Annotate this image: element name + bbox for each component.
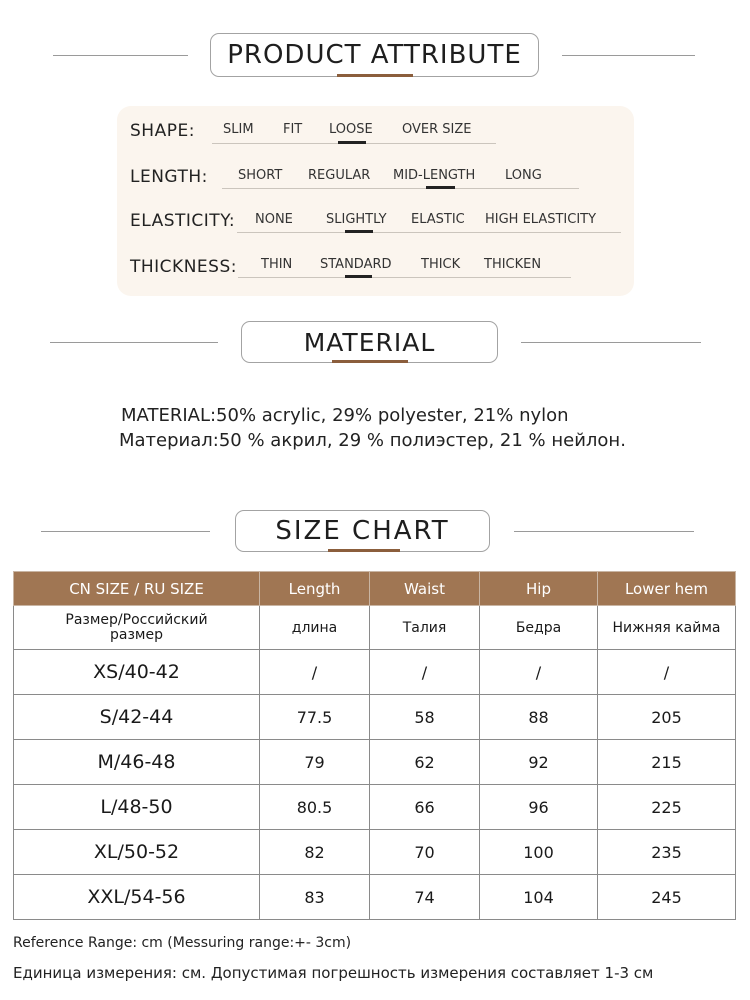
attr-option: NONE: [255, 212, 293, 227]
attr-label-thickness: THICKNESS:: [130, 257, 237, 277]
table-header-row: [14, 572, 736, 606]
attr-option-selected: MID-LENGTH: [393, 168, 476, 183]
size-title-accent-bar: [328, 549, 400, 552]
attr-label-elasticity: ELASTICITY:: [130, 211, 236, 231]
attr-option: SHORT: [238, 168, 283, 183]
length-cell: 80.5: [260, 785, 370, 830]
waist-cell: 62: [370, 740, 480, 785]
attr-option-selected: LOOSE: [329, 122, 373, 137]
column-header-waist: Waist: [370, 572, 480, 606]
attribute-header-line-right: [562, 55, 695, 56]
hip-cell: 92: [480, 740, 598, 785]
attribute-section-title-text: PRODUCT ATTRIBUTE: [227, 40, 522, 70]
attr-option: FIT: [283, 122, 303, 137]
attribute-section-title: [210, 33, 539, 77]
attr-option: OVER SIZE: [402, 122, 472, 137]
column-subheader-hip: Бедра: [480, 606, 598, 650]
waist-cell: 70: [370, 830, 480, 875]
lower-hem-cell: 215: [598, 740, 736, 785]
table-row: [14, 830, 736, 875]
table-row: [14, 875, 736, 920]
table-row: [14, 785, 736, 830]
size-cell: L/48-50: [14, 785, 260, 830]
attr-option: LONG: [505, 168, 542, 183]
attr-option: ELASTIC: [411, 212, 465, 227]
hip-cell: 100: [480, 830, 598, 875]
attr-selected-marker-shape: [338, 141, 366, 144]
hip-cell: 96: [480, 785, 598, 830]
column-subheader-length: длина: [260, 606, 370, 650]
waist-cell: /: [370, 650, 480, 695]
material-section-title: [241, 321, 498, 363]
attr-option: THICKEN: [484, 257, 542, 272]
attr-option-selected: SLIGHTLY: [326, 212, 387, 227]
lower-hem-cell: 235: [598, 830, 736, 875]
length-cell: 79: [260, 740, 370, 785]
waist-cell: 58: [370, 695, 480, 740]
material-ru-value: 50 % акрил, 29 % полиэстер, 21 % нейлон.: [218, 430, 626, 451]
column-subheader-size: Размер/Российский размер: [14, 606, 260, 650]
size-chart-table: [13, 571, 736, 920]
lower-hem-cell: 205: [598, 695, 736, 740]
material-en-label: MATERIAL:: [121, 405, 217, 426]
attr-option: SLIM: [223, 122, 254, 137]
column-subheader-lower-hem: Нижняя кайма: [598, 606, 736, 650]
attr-option: THICK: [421, 257, 461, 272]
column-header-lower-hem: Lower hem: [598, 572, 736, 606]
lower-hem-cell: 225: [598, 785, 736, 830]
length-cell: 83: [260, 875, 370, 920]
material-header-line-left: [50, 342, 218, 343]
material-section-title-text: MATERIAL: [303, 327, 436, 357]
attr-selected-marker-thickness: [345, 275, 372, 278]
attribute-title-accent-bar: [337, 74, 413, 77]
material-en-value: 50% acrylic, 29% polyester, 21% nylon: [216, 405, 569, 426]
reference-range-ru: Единица измерения: см. Допустимая погрешность измерения составляет 1-3 см: [13, 964, 654, 982]
size-cell: XXL/54-56: [14, 875, 260, 920]
lower-hem-cell: 245: [598, 875, 736, 920]
size-cell: S/42-44: [14, 695, 260, 740]
size-cell: M/46-48: [14, 740, 260, 785]
reference-range-en: Reference Range: cm (Messuring range:+- 3cm): [13, 935, 352, 951]
attr-label-length: LENGTH:: [130, 167, 208, 187]
attr-option: THIN: [261, 257, 293, 272]
column-subheader-waist: Талия: [370, 606, 480, 650]
material-line-en: [121, 405, 569, 426]
attribute-header-line-left: [53, 55, 188, 56]
size-section-title: [235, 510, 490, 552]
lower-hem-cell: /: [598, 650, 736, 695]
hip-cell: 88: [480, 695, 598, 740]
attr-rule-thickness: [238, 277, 571, 278]
attr-selected-marker-elasticity: [345, 230, 373, 233]
hip-cell: 104: [480, 875, 598, 920]
attr-label-shape: SHAPE:: [130, 121, 195, 141]
attr-option: REGULAR: [308, 168, 371, 183]
table-subheader-row: [14, 606, 736, 650]
column-header-length: Length: [260, 572, 370, 606]
material-title-accent-bar: [332, 360, 408, 363]
attr-rule-length: [222, 188, 579, 189]
length-cell: /: [260, 650, 370, 695]
attr-option-selected: STANDARD: [320, 257, 392, 272]
table-row: [14, 695, 736, 740]
table-row: [14, 740, 736, 785]
column-header-size: CN SIZE / RU SIZE: [14, 572, 260, 606]
size-cell: XS/40-42: [14, 650, 260, 695]
length-cell: 77.5: [260, 695, 370, 740]
attr-rule-elasticity: [237, 232, 621, 233]
size-header-line-right: [514, 531, 694, 532]
column-header-hip: Hip: [480, 572, 598, 606]
hip-cell: /: [480, 650, 598, 695]
attr-option: HIGH ELASTICITY: [485, 212, 597, 227]
table-row: [14, 650, 736, 695]
length-cell: 82: [260, 830, 370, 875]
waist-cell: 74: [370, 875, 480, 920]
size-section-title-text: SIZE CHART: [275, 516, 450, 546]
material-header-line-right: [521, 342, 701, 343]
size-cell: XL/50-52: [14, 830, 260, 875]
size-header-line-left: [41, 531, 210, 532]
material-ru-label: Материал:: [119, 430, 219, 451]
waist-cell: 66: [370, 785, 480, 830]
attr-selected-marker-length: [426, 186, 455, 189]
material-line-ru: [119, 430, 626, 451]
